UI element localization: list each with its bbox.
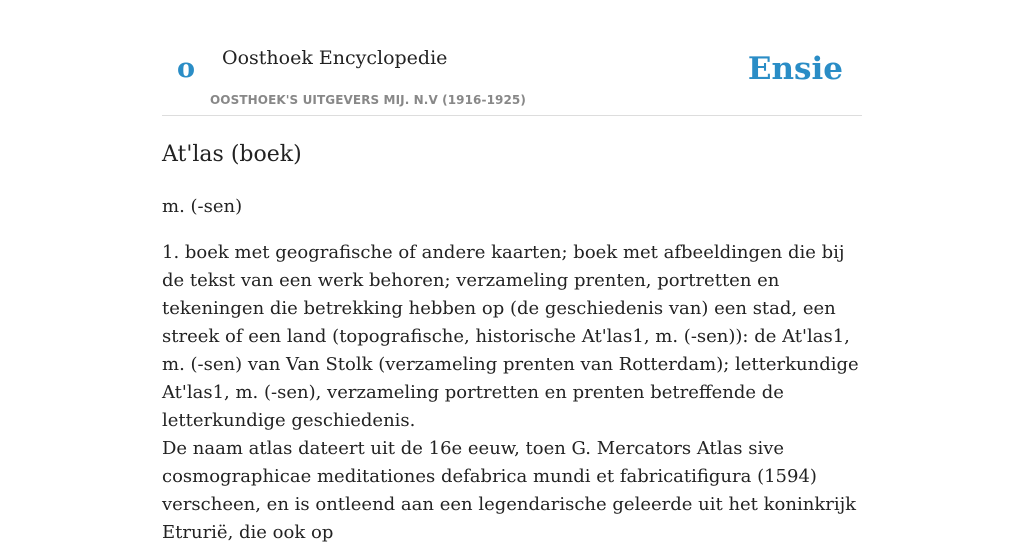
site-header [162, 0, 862, 116]
definition-text: 1. boek met geografische of andere kaarten; boek met afbeeldingen die bij de tekst van een werk behoren; verzameling prenten, portretten en tekeningen die betrekking hebben op (de geschiedenis van) een stad, een streek of een land (topografische, historische At'las1, m. (-sen)): de At'las1, m. (-sen) van Van Stolk (verzameling prenten van Rotterdam); letterkundige At'las1, m. (-sen), verzameling portretten en prenten betreffende de letterkundige geschiedenis. [162, 242, 859, 431]
page-container [162, 0, 862, 543]
grammar-info: m. (-sen) [162, 196, 243, 217]
publisher-label: OOSTHOEK'S UITGEVERS MIJ. N.V (1916-1925) [210, 93, 526, 107]
entry-title: At'las (boek) [162, 142, 302, 167]
site-title[interactable]: Oosthoek Encyclopedie [222, 47, 448, 69]
ensie-logo-link[interactable]: Ensie [747, 51, 843, 87]
oosthoek-logo[interactable]: o [177, 53, 196, 84]
etymology-text: De naam atlas dateert uit de 16e eeuw, toen G. Mercators Atlas sive cosmographicae meditationes defabrica mundi et fabricatifigura (1594) verscheen, en is ontleend aan een legendarische geleerde uit het koninkrijk Etrurië, die ook op [162, 438, 857, 543]
